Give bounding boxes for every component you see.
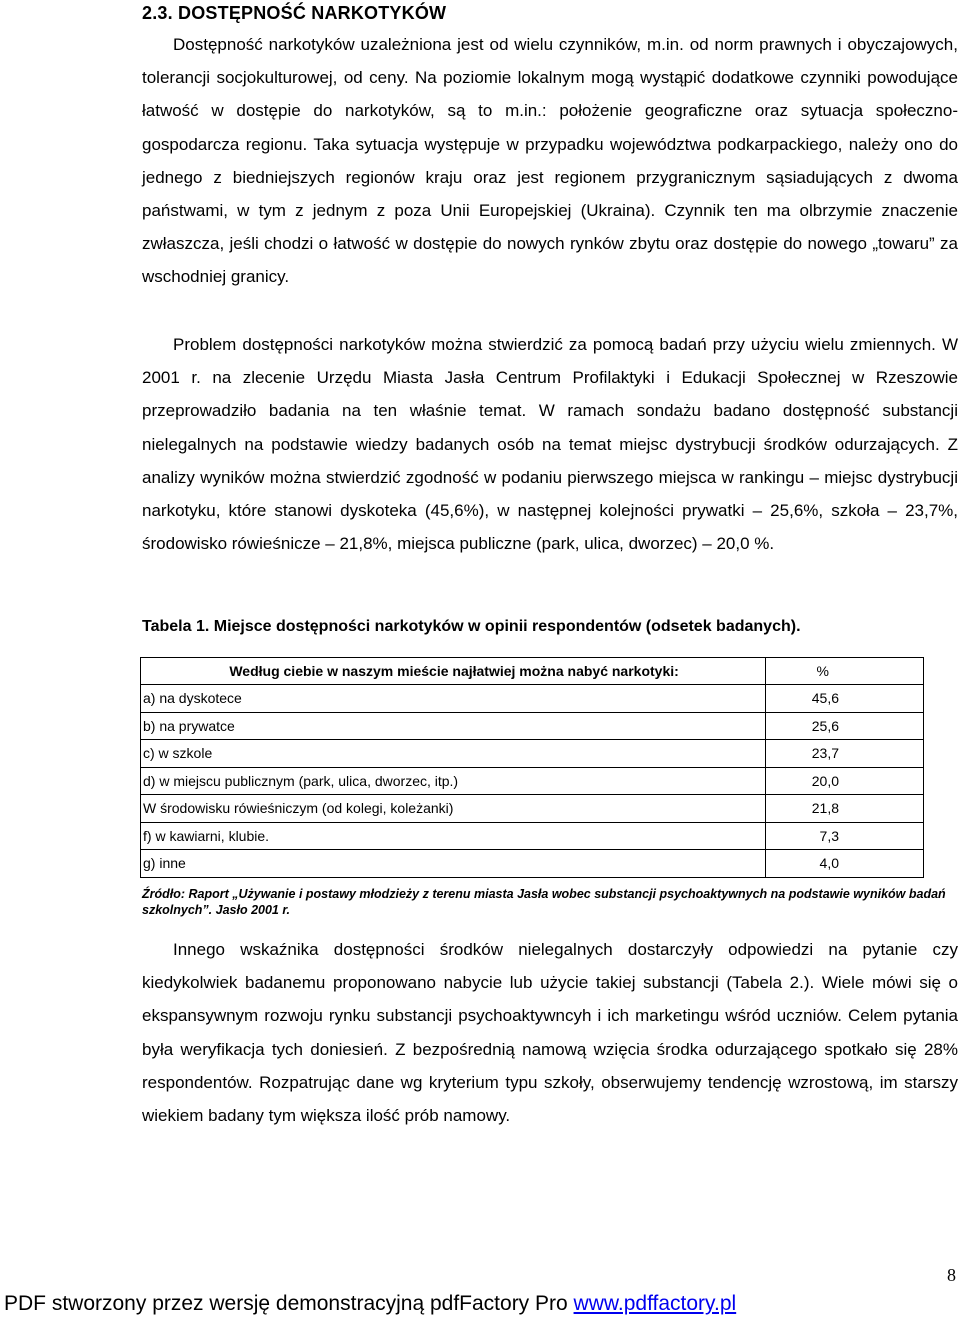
- paragraph-availability-factors: Dostępność narkotyków uzależniona jest od wielu czynników, m.in. od norm prawnych i obyczajowych, tolerancji socjokulturowej, od ceny. Na poziomie lokalnym mogą wystąpić dodatkowe czynniki powodujące łatwość w dostępie do narkotyków, są to m.in.: położenie geograficzne oraz sytuacja społeczno-gospodarcza regionu. Taka sytuacja występuje w przypadku województwa podkarpackiego, należy ono do jednego z biedniejszych regionów kraju oraz jest regionem przygranicznym sąsiadujących z dwoma państwami, w tym z jednym z poza Unii Europejskiej (Ukraina). Czynnik ten ma olbrzymie znaczenie zwłaszcza, jeśli chodzi o łatwość w dostępie do nowych rynków zbytu oraz dostępie do nowego „towaru” za wschodniej granicy.: [142, 35, 958, 287]
- table-cell-location: c) w szkole: [141, 740, 766, 768]
- table-cell-location: f) w kawiarni, klubie.: [141, 822, 766, 850]
- footer-link[interactable]: www.pdffactory.pl: [573, 1292, 737, 1315]
- pdf-footer: [4, 1292, 736, 1316]
- table-cell-percent: 25,6: [766, 712, 924, 740]
- table-header-row: [141, 658, 924, 685]
- table-row: [141, 685, 924, 713]
- table-cell-percent: 21,8: [766, 795, 924, 823]
- table-row: [141, 712, 924, 740]
- table-cell-location: b) na prywatce: [141, 712, 766, 740]
- table-row: [141, 767, 924, 795]
- paragraph-offer-indicator: Innego wskaźnika dostępności środków nielegalnych dostarczyły odpowiedzi na pytanie czy kiedykolwiek badanemu proponowano nabycie lub użycie takiej substancji (Tabela 2.). Wiele mówi się o ekspansywnym rozwoju rynku substancji psychoaktywncyh i ich marketingu wśród uczniów. Celem pytania była weryfikacja tych doniesień. Z bezpośrednią namową wzięcia środka odurzającego spotkało się 28% respondentów. Rozpatrując dane wg kryterium typu szkoły, obserwujemy tendencję wzrostową, im starszy wiekiem badany tym większa ilość prób namowy.: [142, 940, 958, 1126]
- table-cell-location: d) w miejscu publicznym (park, ulica, dworzec, itp.): [141, 767, 766, 795]
- table-source-note: Źródło: Raport „Używanie i postawy młodzieży z terenu miasta Jasła wobec substancji psychoaktywnych na podstawie wyników badań szkolnych”. Jasło 2001 r.: [142, 887, 946, 917]
- table-row: [141, 850, 924, 878]
- table-row: [141, 822, 924, 850]
- table-cell-location: a) na dyskotece: [141, 685, 766, 713]
- table-cell-percent: 45,6: [766, 685, 924, 713]
- table-caption: Tabela 1. Miejsce dostępności narkotyków w opinii respondentów (odsetek badanych).: [142, 618, 801, 635]
- table-header-percent: %: [766, 658, 924, 685]
- table-cell-percent: 20,0: [766, 767, 924, 795]
- table-cell-location: g) inne: [141, 850, 766, 878]
- table-cell-percent: 4,0: [766, 850, 924, 878]
- table-row: [141, 795, 924, 823]
- page-number: 8: [947, 1265, 956, 1285]
- availability-table: [140, 657, 924, 878]
- table-row: [141, 740, 924, 768]
- table-cell-percent: 23,7: [766, 740, 924, 768]
- table-cell-location: W środowisku rówieśniczym (od kolegi, koleżanki): [141, 795, 766, 823]
- table-header-question: Według ciebie w naszym mieście najłatwiej można nabyć narkotyki:: [141, 658, 766, 685]
- footer-text: PDF stworzony przez wersję demonstracyjną pdfFactory Pro: [4, 1292, 574, 1315]
- paragraph-survey-results: Problem dostępności narkotyków można stwierdzić za pomocą badań przy użyciu wielu zmiennych. W 2001 r. na zlecenie Urzędu Miasta Jasła Centrum Profilaktyki i Edukacji Społecznej w Rzeszowie przeprowadziło badania na ten właśnie temat. W ramach sondażu badano dostępność substancji nielegalnych na podstawie wiedzy badanych osób na temat miejsc dystrybucji środków odurzających. Z analizy wyników można stwierdzić zgodność w podaniu pierwszego miejsca w rankingu – miejsc dystrybucji narkotyku, które stanowi dyskoteka (45,6%), w następnej kolejności prywatki – 25,6%, szkoła – 23,7%, środowisko rówieśnicze – 21,8%, miejsca publiczne (park, ulica, dworzec) – 20,0 %.: [142, 335, 958, 554]
- table-cell-percent: 7,3: [766, 822, 924, 850]
- section-heading: 2.3. DOSTĘPNOŚĆ NARKOTYKÓW: [142, 3, 447, 23]
